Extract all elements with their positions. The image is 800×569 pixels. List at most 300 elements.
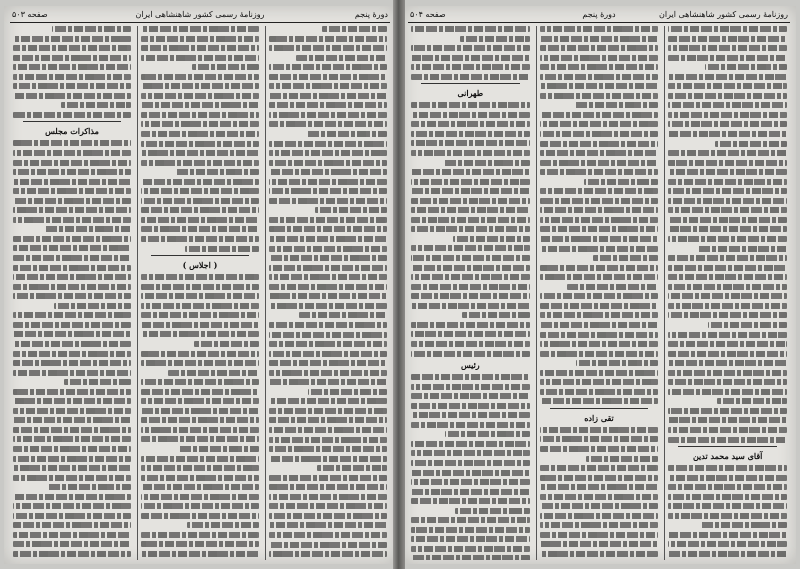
text-line — [668, 475, 787, 481]
text-line — [141, 26, 259, 32]
text-line — [13, 83, 131, 89]
text-line — [141, 331, 259, 337]
text-line — [141, 55, 259, 61]
text-line — [540, 226, 659, 232]
text-line — [411, 255, 530, 261]
section-heading: ( اجلاس ) — [182, 260, 218, 271]
text-line — [668, 217, 787, 223]
text-line — [668, 150, 787, 156]
text-line — [668, 255, 787, 261]
text-line — [668, 408, 787, 414]
text-line — [411, 217, 530, 223]
right-page-columns — [408, 26, 790, 560]
text-line — [540, 551, 659, 557]
text-line — [141, 494, 259, 500]
text-line — [462, 312, 530, 318]
text-line — [411, 479, 530, 485]
text-line — [445, 431, 529, 437]
text-line — [141, 436, 259, 442]
text-line — [141, 475, 259, 481]
text-line — [540, 436, 659, 442]
text-line — [586, 456, 658, 462]
text-line — [668, 551, 787, 557]
text-line — [411, 489, 530, 495]
text-line — [540, 322, 659, 328]
text-line — [13, 293, 131, 299]
text-line — [141, 379, 259, 385]
text-line — [194, 341, 259, 347]
text-line — [698, 246, 787, 252]
text-line — [141, 93, 259, 99]
text-line — [668, 45, 787, 51]
text-line — [141, 303, 259, 309]
text-line — [13, 284, 131, 290]
text-line — [175, 169, 259, 175]
text-line — [13, 532, 131, 538]
text-line — [540, 112, 659, 118]
text-column — [536, 26, 662, 560]
text-line — [13, 341, 131, 347]
right-header-page-number: صفحه ۵۰۴ — [410, 10, 446, 19]
text-line — [540, 503, 659, 509]
text-line — [269, 93, 387, 99]
text-line — [13, 160, 131, 166]
text-line — [141, 360, 259, 366]
text-line — [411, 121, 530, 127]
section-rule — [23, 121, 121, 122]
section-rule — [678, 446, 777, 447]
text-line — [668, 112, 787, 118]
text-line — [141, 112, 259, 118]
text-line — [540, 398, 659, 404]
text-line — [411, 403, 530, 409]
text-line — [13, 55, 131, 61]
text-line — [269, 322, 387, 328]
text-line — [306, 131, 387, 137]
text-line — [13, 179, 131, 185]
text-line — [269, 503, 387, 509]
text-line — [269, 341, 387, 347]
text-line — [411, 112, 530, 118]
text-line — [411, 45, 530, 51]
text-line — [668, 427, 787, 433]
text-line — [411, 393, 530, 399]
text-line — [540, 312, 659, 318]
text-line — [668, 55, 787, 61]
text-line — [13, 389, 131, 395]
text-line — [705, 64, 787, 70]
text-line — [411, 527, 530, 533]
text-line — [185, 246, 259, 252]
text-line — [540, 236, 659, 242]
right-header-title: روزنامهٔ رسمی کشور شاهنشاهی ایران — [659, 10, 788, 19]
text-line — [61, 102, 131, 108]
text-line — [141, 226, 259, 232]
text-line — [13, 427, 131, 433]
text-line — [13, 503, 131, 509]
text-line — [443, 160, 530, 166]
left-header-title: روزنامهٔ رسمی کشور شاهنشاهی ایران — [135, 10, 265, 19]
text-line — [668, 503, 787, 509]
text-line — [540, 217, 659, 223]
text-line — [540, 36, 659, 42]
text-line — [411, 351, 530, 357]
text-line — [13, 331, 131, 337]
text-line — [411, 498, 530, 504]
text-line — [269, 141, 387, 147]
text-line — [540, 246, 659, 252]
text-line — [141, 179, 259, 185]
text-line — [411, 26, 530, 32]
text-line — [141, 351, 259, 357]
text-line — [141, 236, 259, 242]
text-line — [13, 236, 131, 242]
text-line — [13, 351, 131, 357]
text-line — [411, 74, 530, 80]
text-line — [540, 121, 659, 127]
text-line — [141, 389, 259, 395]
text-line — [269, 293, 387, 299]
text-line — [411, 322, 530, 328]
text-line — [141, 541, 259, 547]
text-line — [411, 169, 530, 175]
text-line — [411, 555, 530, 560]
text-line — [13, 64, 131, 70]
text-line — [269, 522, 387, 528]
text-line — [411, 102, 530, 108]
text-line — [411, 64, 530, 70]
text-line — [668, 74, 787, 80]
text-line — [411, 470, 530, 476]
text-line — [668, 513, 787, 519]
text-line — [668, 541, 787, 547]
text-line — [13, 74, 131, 80]
text-line — [540, 446, 659, 452]
text-line — [13, 207, 131, 213]
text-line — [411, 198, 530, 204]
text-line — [141, 36, 259, 42]
text-line — [269, 160, 387, 166]
text-line — [13, 360, 131, 366]
text-line — [411, 374, 530, 380]
text-line — [141, 131, 259, 137]
text-line — [269, 274, 387, 280]
text-line — [540, 74, 659, 80]
text-line — [141, 456, 259, 462]
text-line — [141, 398, 259, 404]
text-line — [269, 265, 387, 271]
text-line — [13, 217, 131, 223]
text-line — [141, 503, 259, 509]
section-rule — [550, 408, 649, 409]
text-line — [296, 55, 387, 61]
text-column — [137, 26, 262, 560]
text-line — [269, 551, 387, 557]
text-line — [13, 274, 131, 280]
left-page — [4, 6, 396, 564]
text-line — [540, 64, 659, 70]
text-line — [668, 465, 787, 471]
text-line — [13, 198, 131, 204]
right-header-issue: دورهٔ پنجم — [582, 10, 616, 19]
text-line — [411, 274, 530, 280]
text-line — [13, 408, 131, 414]
text-line — [192, 64, 259, 70]
text-line — [540, 332, 659, 338]
section-heading: مذاکرات مجلس — [45, 126, 99, 137]
text-line — [411, 179, 530, 185]
text-line — [141, 417, 259, 423]
text-line — [269, 179, 387, 185]
text-line — [269, 284, 387, 290]
text-line — [13, 169, 131, 175]
text-line — [141, 45, 259, 51]
text-line — [540, 55, 659, 61]
text-line — [411, 131, 530, 137]
text-line — [269, 437, 387, 443]
text-line — [13, 322, 131, 328]
text-line — [13, 465, 131, 471]
text-column — [408, 26, 533, 560]
text-line — [411, 188, 530, 194]
text-line — [269, 456, 387, 462]
text-line — [141, 217, 259, 223]
right-page — [402, 6, 796, 564]
text-line — [668, 437, 787, 443]
section-rule — [151, 255, 249, 256]
text-line — [141, 274, 259, 280]
text-line — [13, 522, 131, 528]
text-line — [668, 121, 787, 127]
text-line — [315, 207, 387, 213]
text-line — [540, 83, 659, 89]
text-line — [269, 45, 387, 51]
text-line — [13, 456, 131, 462]
text-line — [269, 513, 387, 519]
text-line — [668, 417, 787, 423]
text-line — [540, 389, 659, 395]
right-page-header — [408, 8, 790, 23]
text-line — [269, 102, 387, 108]
text-line — [668, 83, 787, 89]
text-line — [668, 379, 787, 385]
text-line — [668, 293, 787, 299]
text-line — [668, 312, 787, 318]
text-line — [269, 64, 387, 70]
text-line — [540, 45, 659, 51]
text-line — [540, 541, 659, 547]
text-line — [540, 303, 659, 309]
text-line — [141, 532, 259, 538]
text-line — [269, 83, 387, 89]
text-line — [269, 150, 387, 156]
text-line — [13, 398, 131, 404]
text-line — [411, 303, 530, 309]
text-line — [269, 370, 387, 376]
text-line — [54, 303, 131, 309]
text-line — [540, 160, 659, 166]
text-line — [269, 417, 387, 423]
text-line — [668, 494, 787, 500]
text-line — [13, 312, 131, 318]
text-line — [13, 93, 131, 99]
text-line — [269, 303, 387, 309]
text-line — [411, 207, 530, 213]
text-line — [13, 150, 131, 156]
text-line — [13, 417, 131, 423]
text-line — [411, 412, 530, 418]
text-line — [13, 436, 131, 442]
text-column — [10, 26, 134, 560]
text-line — [64, 379, 131, 385]
text-line — [540, 274, 659, 280]
text-line — [411, 150, 530, 156]
text-line — [576, 360, 658, 366]
text-line — [141, 312, 259, 318]
book-gutter — [393, 0, 405, 569]
text-line — [52, 26, 131, 32]
text-line — [540, 93, 659, 99]
text-line — [540, 351, 659, 357]
text-line — [574, 102, 658, 108]
text-line — [141, 408, 259, 414]
text-line — [708, 322, 788, 328]
text-line — [13, 45, 131, 51]
text-line — [668, 226, 787, 232]
text-line — [269, 475, 387, 481]
text-line — [141, 207, 259, 213]
text-line — [269, 112, 387, 118]
text-line — [540, 532, 659, 538]
left-header-page-number: صفحه ۵۰۳ — [12, 10, 48, 19]
section-heading: طهرانی — [457, 88, 484, 99]
text-line — [13, 494, 131, 500]
text-line — [13, 541, 131, 547]
text-line — [269, 226, 387, 232]
text-line — [411, 55, 530, 61]
text-line — [141, 150, 259, 156]
text-column — [664, 26, 790, 560]
text-line — [540, 188, 659, 194]
text-line — [269, 532, 387, 538]
text-line — [668, 284, 787, 290]
text-line — [269, 427, 387, 433]
text-line — [141, 551, 259, 557]
text-line — [13, 188, 131, 194]
text-line — [269, 398, 387, 404]
text-line — [540, 379, 659, 385]
text-line — [269, 74, 387, 80]
text-line — [411, 536, 530, 542]
text-line — [141, 198, 259, 204]
text-line — [540, 465, 659, 471]
text-line — [13, 245, 131, 251]
text-line — [269, 408, 387, 414]
text-line — [540, 131, 659, 137]
text-line — [668, 360, 787, 366]
text-line — [717, 398, 787, 404]
section-heading: آقای سید محمد تدین — [692, 451, 763, 462]
text-line — [13, 446, 131, 452]
text-line — [668, 332, 787, 338]
text-line — [269, 494, 387, 500]
text-line — [141, 121, 259, 127]
text-line — [141, 427, 259, 433]
text-line — [668, 265, 787, 271]
text-line — [411, 546, 530, 552]
text-line — [141, 83, 259, 89]
text-line — [668, 160, 787, 166]
text-line — [540, 26, 659, 32]
text-line — [47, 484, 131, 490]
text-line — [13, 36, 131, 42]
text-line — [540, 169, 659, 175]
text-line — [668, 389, 787, 395]
text-line — [141, 322, 259, 328]
text-line — [540, 513, 659, 519]
text-line — [269, 360, 387, 366]
text-line — [13, 370, 131, 376]
text-line — [411, 450, 530, 456]
text-line — [13, 255, 131, 261]
text-line — [668, 370, 787, 376]
text-line — [540, 150, 659, 156]
text-line — [540, 484, 659, 490]
text-line — [668, 179, 787, 185]
text-line — [269, 198, 387, 204]
text-line — [141, 160, 259, 166]
text-line — [668, 93, 787, 99]
text-line — [411, 517, 530, 523]
text-line — [13, 112, 131, 118]
text-line — [299, 312, 388, 318]
text-line — [13, 475, 131, 481]
text-line — [141, 188, 259, 194]
text-line — [668, 207, 787, 213]
text-line — [269, 542, 387, 548]
text-line — [584, 179, 659, 185]
text-line — [411, 293, 530, 299]
text-line — [187, 522, 259, 528]
text-line — [455, 508, 530, 514]
text-line — [13, 551, 131, 557]
text-line — [453, 236, 530, 242]
text-line — [269, 332, 387, 338]
text-line — [269, 379, 387, 385]
text-line — [13, 140, 131, 146]
section-rule — [421, 83, 520, 84]
text-line — [593, 255, 658, 261]
text-line — [45, 226, 131, 232]
text-line — [411, 384, 530, 390]
text-line — [411, 460, 530, 466]
text-line — [317, 465, 387, 471]
text-line — [460, 36, 530, 42]
text-line — [540, 370, 659, 376]
text-line — [668, 532, 787, 538]
text-line — [540, 494, 659, 500]
text-line — [269, 121, 387, 127]
section-heading: تقی زاده — [584, 412, 614, 423]
text-line — [715, 141, 787, 147]
text-line — [668, 484, 787, 490]
text-line — [269, 446, 387, 452]
text-line — [700, 522, 787, 528]
section-heading: رئیس — [460, 360, 480, 371]
text-line — [269, 36, 387, 42]
text-line — [668, 26, 787, 32]
text-line — [411, 245, 530, 251]
